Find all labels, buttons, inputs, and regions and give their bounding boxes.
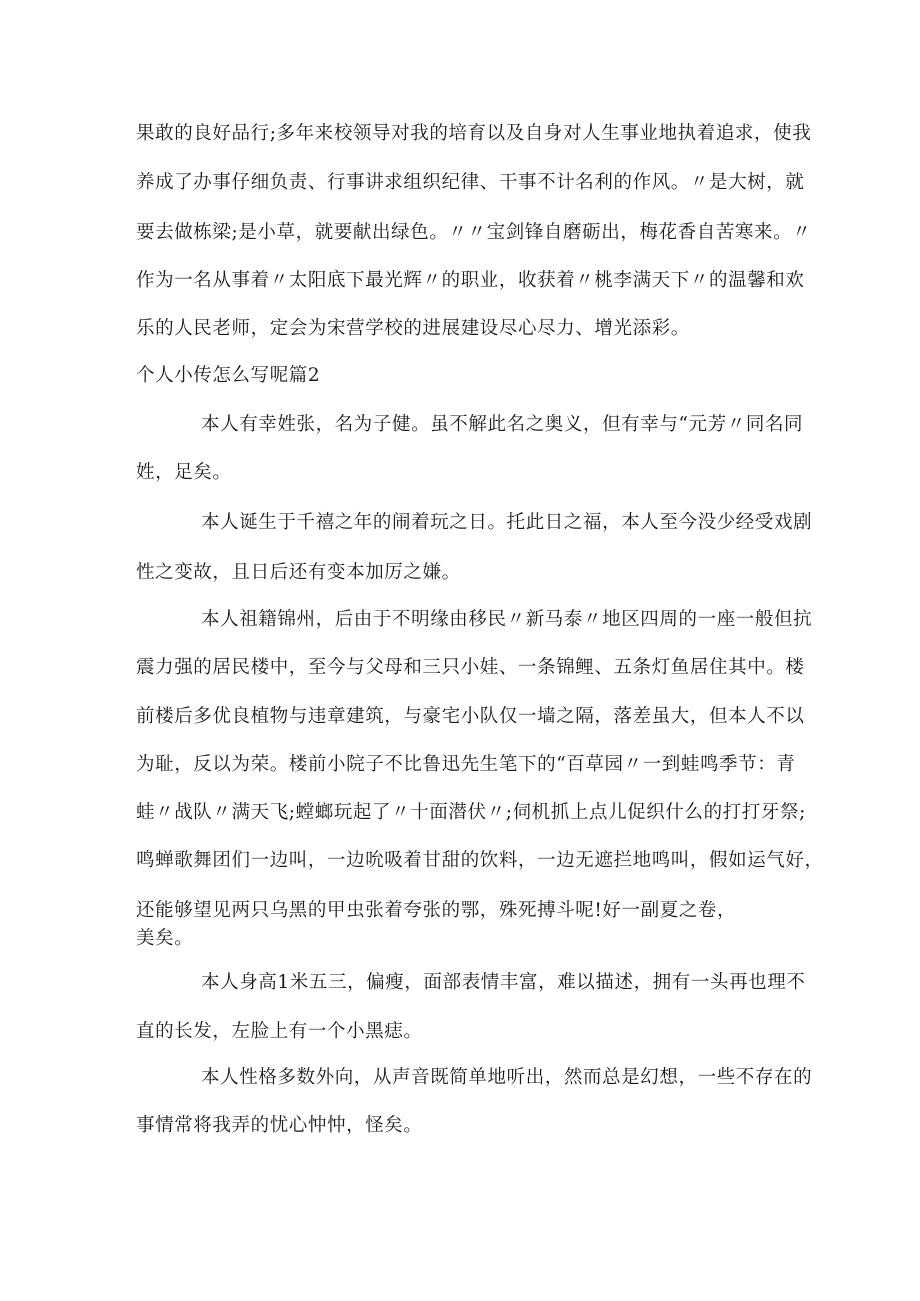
paragraph-line: 蛙〃战队〃满天飞;螳螂玩起了〃十面潜伏〃;伺机抓上点儿促织什么的打打牙祭; [136, 802, 806, 823]
paragraph-line: 果敢的良好品行;多年来校领导对我的培育以及自身对人生事业地执着追求，使我 [136, 123, 812, 144]
paragraph-line: 养成了办事仔细负责、行事讲求组织纪律、干事不计名利的作风。〃是大树，就 [136, 172, 805, 193]
paragraph-line: 本人身高1米五三，偏瘦，面部表情丰富，难以描述，拥有一头再也理不 [201, 972, 806, 993]
section-heading: 个人小传怎么写呢篇2 [136, 365, 321, 386]
paragraph-line: 本人诞生于千禧之年的闹着玩之日。托此日之福，本人至今没少经受戏剧 [201, 512, 813, 533]
paragraph-line: 乐的人民老师，定会为宋营学校的进展建设尽心尽力、增光添彩。 [136, 318, 690, 339]
paragraph-line: 直的长发，左脸上有一个小黑痣。 [136, 1021, 423, 1042]
paragraph-line: 前楼后多优良植物与违章建筑，与豪宅小队仅一墙之隔，落差虽大，但本人不以 [136, 706, 805, 727]
paragraph-line: 为耻，反以为荣。楼前小院子不比鲁迅先生笔下的“百草园〃一到蛙鸣季节：青 [136, 754, 796, 775]
paragraph-line: 作为一名从事着〃太阳底下最光辉〃的职业，收获着〃桃李满天下〃的温馨和欢 [136, 270, 805, 291]
paragraph-line: 性之变故，且日后还有变本加厉之嫌。 [136, 562, 461, 583]
paragraph-line: 姓，足矣。 [136, 462, 232, 483]
paragraph-line: 还能够望见两只乌黑的甲虫张着夸张的鄂，殊死搏斗呢!好一副夏之卷， [136, 900, 737, 921]
paragraph-line: 本人性格多数外向，从声音既简单地听出，然而总是幻想，一些不存在的 [201, 1067, 813, 1088]
paragraph-line: 美矣。 [136, 928, 194, 949]
paragraph-line: 本人祖籍锦州，后由于不明缘由移民〃新马泰〃地区四周的一座一般但抗 [201, 609, 813, 630]
paragraph-line: 鸣蝉歌舞团们一边叫，一边吮吸着甘甜的饮料，一边无遮拦地鸣叫，假如运气好， [136, 850, 824, 871]
paragraph-line: 要去做栋梁;是小草，就要献出绿色。〃〃宝剑锋自磨砺出，梅花香自苦寒来。〃 [136, 222, 812, 243]
paragraph-line: 震力强的居民楼中，至今与父母和三只小娃、一条锦鲤、五条灯鱼居住其中。楼 [136, 657, 805, 678]
paragraph-line: 本人有幸姓张，名为子健。虽不解此名之奥义，但有幸与“元芳〃同名同 [201, 414, 804, 435]
paragraph-line: 事情常将我弄的忧心忡忡，怪矣。 [136, 1115, 423, 1136]
